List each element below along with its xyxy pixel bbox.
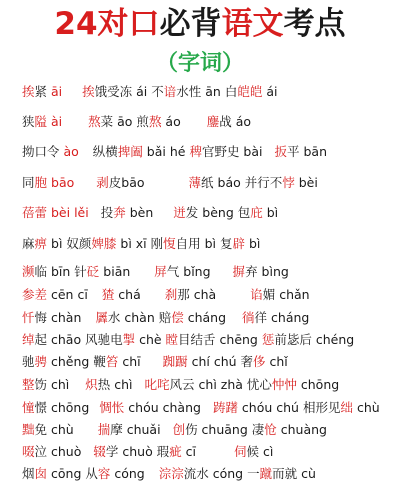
- vocab-row: [22, 310, 394, 326]
- highlighted-text: 啜: [22, 444, 35, 459]
- vocab-row: [22, 377, 394, 393]
- highlighted-text: 猹: [101, 287, 115, 302]
- highlighted-text: 庇: [250, 205, 263, 220]
- text: 不: [151, 84, 164, 99]
- highlighted-text: 瞠: [165, 332, 179, 347]
- text: 流水 cóng 一: [183, 466, 260, 481]
- text: 投: [100, 205, 114, 220]
- highlighted-text: 揣: [97, 422, 111, 437]
- highlighted-text: 愎: [163, 236, 176, 251]
- highlighted-text: 熬: [148, 114, 162, 129]
- text: chǐ: [265, 354, 288, 369]
- highlighted-text: 奔: [113, 205, 126, 220]
- highlighted-text: 叱咤: [144, 377, 170, 392]
- highlighted-text: 刹: [164, 287, 178, 302]
- highlighted-text: 怆: [264, 422, 277, 437]
- text: 前毖后 chéng: [274, 332, 355, 347]
- text: chuàng: [276, 422, 327, 437]
- highlighted-text: bāo: [51, 175, 75, 190]
- text: chí chú 奢: [187, 354, 254, 369]
- highlighted-text: 参差: [22, 287, 48, 302]
- vocab-row: [22, 287, 394, 303]
- text: áo: [161, 114, 181, 129]
- highlighted-text: 辍: [93, 444, 106, 459]
- highlighted-text: 悖: [282, 175, 295, 190]
- highlighted-text: 鏖: [206, 114, 220, 129]
- text: chè: [135, 332, 166, 347]
- highlighted-text: 笞: [105, 354, 119, 369]
- vocab-row: [22, 444, 394, 460]
- highlighted-text: 痹: [34, 236, 48, 251]
- text: ān 白: [205, 84, 238, 99]
- highlighted-text: 偿: [171, 310, 184, 325]
- text: 起 chāo 风驰电: [34, 332, 123, 347]
- title-part-2: 必背: [159, 6, 222, 42]
- text: 纵横: [92, 144, 118, 159]
- vocab-row: [22, 236, 394, 252]
- page-title: [0, 6, 400, 42]
- text: chóu chàng: [124, 400, 201, 415]
- title-part-1: 24对口: [54, 6, 160, 42]
- vocab-row: [22, 144, 394, 160]
- highlighted-text: 捭阖: [117, 144, 143, 159]
- vocab-row: [22, 264, 394, 280]
- highlighted-text: 掣: [122, 332, 136, 347]
- highlighted-text: 整: [22, 377, 35, 392]
- highlighted-text: 剥: [96, 175, 109, 190]
- text: 弃 bìng: [245, 264, 289, 279]
- highlighted-text: 憧: [22, 400, 35, 415]
- highlighted-text: 踌躇: [212, 400, 238, 415]
- highlighted-text: 摒: [232, 264, 246, 279]
- text: 那 chà: [177, 287, 217, 302]
- highlighted-text: 绌: [340, 400, 353, 415]
- text: bǎi hé: [142, 144, 190, 159]
- text: cóng: [110, 466, 145, 481]
- highlighted-text: 囱: [34, 466, 48, 481]
- highlighted-text: 黜: [22, 422, 35, 437]
- page-subtitle: （字词）: [155, 51, 244, 76]
- text: 紧: [34, 84, 51, 99]
- highlighted-text: 谙: [163, 84, 177, 99]
- text: chōng: [296, 377, 340, 392]
- text: cī: [181, 444, 197, 459]
- text: chěng 鞭: [47, 354, 106, 369]
- text: chóu chú 相形见: [237, 400, 341, 415]
- text: 纸 báo 并行不: [201, 175, 283, 190]
- text: bì: [245, 236, 261, 251]
- text: 平 bān: [287, 144, 328, 159]
- highlighted-text: 隘: [34, 114, 48, 129]
- highlighted-text: 炽: [85, 377, 98, 392]
- highlighted-text: 濒: [22, 264, 35, 279]
- highlighted-text: 淙淙: [158, 466, 184, 481]
- text: 摩 chuǎi: [110, 422, 161, 437]
- text: ái: [136, 84, 152, 99]
- text: bèi: [294, 175, 318, 190]
- text: chù: [352, 400, 380, 415]
- text: 拗口令: [22, 144, 64, 159]
- text: 菜 āo 煎: [100, 114, 149, 129]
- text: 免 chù: [34, 422, 74, 437]
- text: chī: [118, 354, 141, 369]
- highlighted-text: 挨: [82, 84, 95, 99]
- text: biān: [99, 264, 131, 279]
- text: 烟: [22, 466, 35, 481]
- text: bì: [262, 205, 279, 220]
- highlighted-text: 挨: [22, 84, 35, 99]
- highlighted-text: 谄: [250, 287, 263, 302]
- highlighted-text: 蓓蕾: [22, 205, 48, 220]
- text: cōng 从: [47, 466, 98, 481]
- vocab-row: [22, 205, 394, 221]
- text: 自用 bì 复: [175, 236, 233, 251]
- text: 水 chàn 赔: [107, 310, 172, 325]
- text: 临 bīn 针: [34, 264, 87, 279]
- highlighted-text: 伺: [234, 444, 247, 459]
- text: cēn cī: [47, 287, 88, 302]
- highlighted-text: 扳: [274, 144, 288, 159]
- text: 狭: [22, 114, 35, 129]
- highlighted-text: 忏: [22, 310, 35, 325]
- vocab-row: [22, 354, 394, 370]
- highlighted-text: 骋: [34, 354, 48, 369]
- text: 饿受冻: [94, 84, 137, 99]
- highlighted-text: 婢膝: [91, 236, 117, 251]
- highlighted-text: 忡忡: [271, 377, 297, 392]
- text: 悔 chàn: [34, 310, 82, 325]
- text: 风云 chì zhà 忧心: [169, 377, 272, 392]
- text: 学 chuò 瑕: [105, 444, 170, 459]
- highlighted-text: 熬: [88, 114, 101, 129]
- highlighted-text: ào: [63, 144, 79, 159]
- text: 官野史 bài: [201, 144, 263, 159]
- title-part-4: 考点: [283, 6, 346, 42]
- highlighted-text: 辟: [232, 236, 245, 251]
- text: 泣 chuò: [34, 444, 82, 459]
- text: 徉 cháng: [254, 310, 310, 325]
- highlighted-text: 羼: [95, 310, 108, 325]
- highlighted-text: 徜: [242, 310, 255, 325]
- highlighted-text: āi: [51, 84, 63, 99]
- text: 媚 chǎn: [262, 287, 310, 302]
- text: 同: [22, 175, 35, 190]
- text: 目结舌 chēng: [178, 332, 262, 347]
- highlighted-text: 薄: [188, 175, 202, 190]
- text: 伤 chuāng 凄: [185, 422, 265, 437]
- highlighted-text: 迸: [173, 205, 186, 220]
- highlighted-text: 疵: [169, 444, 182, 459]
- vocab-row: [22, 114, 394, 130]
- text: 憬 chōng: [34, 400, 90, 415]
- text: ái: [262, 84, 278, 99]
- vocab-row: [22, 332, 394, 348]
- highlighted-text: 侈: [253, 354, 266, 369]
- title-part-3: 语文: [221, 6, 284, 42]
- text: bì 奴颜: [47, 236, 92, 251]
- vocab-row: [22, 84, 394, 100]
- highlighted-text: 踟蹰: [162, 354, 188, 369]
- vocab-row: [22, 422, 394, 438]
- text: 驰: [22, 354, 35, 369]
- highlighted-text: 惆怅: [99, 400, 125, 415]
- highlighted-text: 屏: [154, 264, 167, 279]
- highlighted-text: 绰: [22, 332, 35, 347]
- highlighted-text: 创: [172, 422, 186, 437]
- highlighted-text: 蹴: [259, 466, 273, 481]
- text: 皮bāo: [108, 175, 145, 190]
- text: 麻: [22, 236, 35, 251]
- text: 候 cì: [246, 444, 274, 459]
- text: 水性: [176, 84, 206, 99]
- highlighted-text: 惩: [261, 332, 275, 347]
- text: bèn: [125, 205, 154, 220]
- text: 热 chì: [97, 377, 133, 392]
- highlighted-text: ài: [51, 114, 63, 129]
- text: 发 bèng 包: [185, 205, 251, 220]
- highlighted-text: 稗: [189, 144, 202, 159]
- highlighted-text: bèi lěi: [51, 205, 89, 220]
- text: bì xī 刚: [116, 236, 164, 251]
- text: 气 bǐng: [166, 264, 211, 279]
- text: 而就 cù: [272, 466, 316, 481]
- highlighted-text: 皑皑: [237, 84, 263, 99]
- text: cháng: [183, 310, 227, 325]
- highlighted-text: 胞: [34, 175, 48, 190]
- text: chá: [114, 287, 141, 302]
- highlighted-text: 容: [97, 466, 111, 481]
- text: 饬 chì: [34, 377, 70, 392]
- highlighted-text: 砭: [86, 264, 100, 279]
- vocab-row: [22, 175, 394, 191]
- vocab-row: [22, 400, 394, 416]
- text: 战 áo: [219, 114, 252, 129]
